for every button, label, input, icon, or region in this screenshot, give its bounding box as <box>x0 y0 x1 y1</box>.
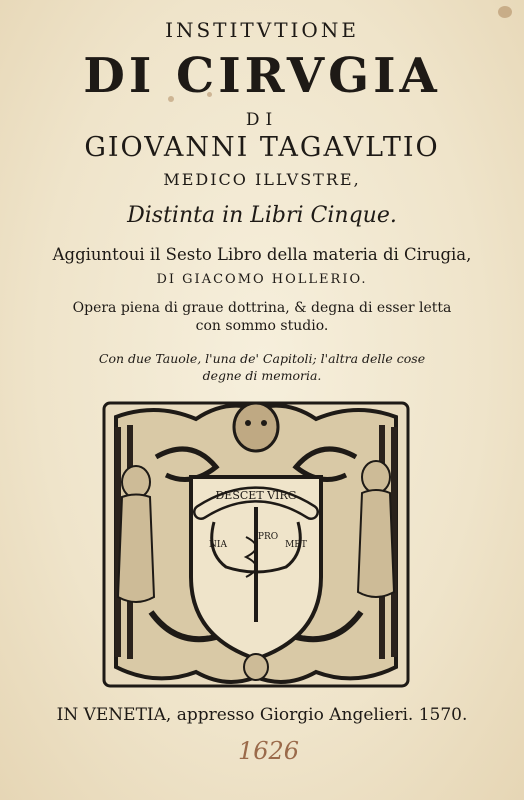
ink-stain <box>498 6 512 18</box>
description-line-1: Opera piena di graue dottrina, & degna di esser letta <box>72 300 452 316</box>
description-line-2: con sommo studio. <box>195 318 329 334</box>
title-line-di-cirugia: DI CIRVGIA <box>83 48 441 104</box>
title-line-institutione: INSTITVTIONE <box>165 18 359 42</box>
author-title: MEDICO ILLVSTRE, <box>163 170 361 189</box>
addition-line: Aggiuntoui il Sesto Libro della materia di Cirugia, <box>52 245 472 264</box>
motto-left: NIA <box>209 540 227 550</box>
printer-device-woodcut <box>96 397 416 692</box>
title-line-di: DI <box>245 110 279 130</box>
motto-mid: PRO <box>257 532 279 542</box>
handwritten-note: 1626 <box>238 737 300 765</box>
motto-top: DESCET VIRG <box>215 489 297 502</box>
author-name: GIOVANNI TAGAVLTIO <box>84 132 440 163</box>
editor-name: DI GIACOMO HOLLERIO. <box>156 272 368 287</box>
imprint-line: IN VENETIA, appresso Giorgio Angelieri. 1570. <box>56 705 468 725</box>
motto-right: MET <box>285 540 307 550</box>
tables-note-line-2: degne di memoria. <box>202 368 322 383</box>
tables-note-line-1: Con due Tauole, l'una de' Capitoli; l'altra delle cose <box>98 351 426 366</box>
subtitle-distinta: Distinta in Libri Cinque. <box>127 203 397 228</box>
